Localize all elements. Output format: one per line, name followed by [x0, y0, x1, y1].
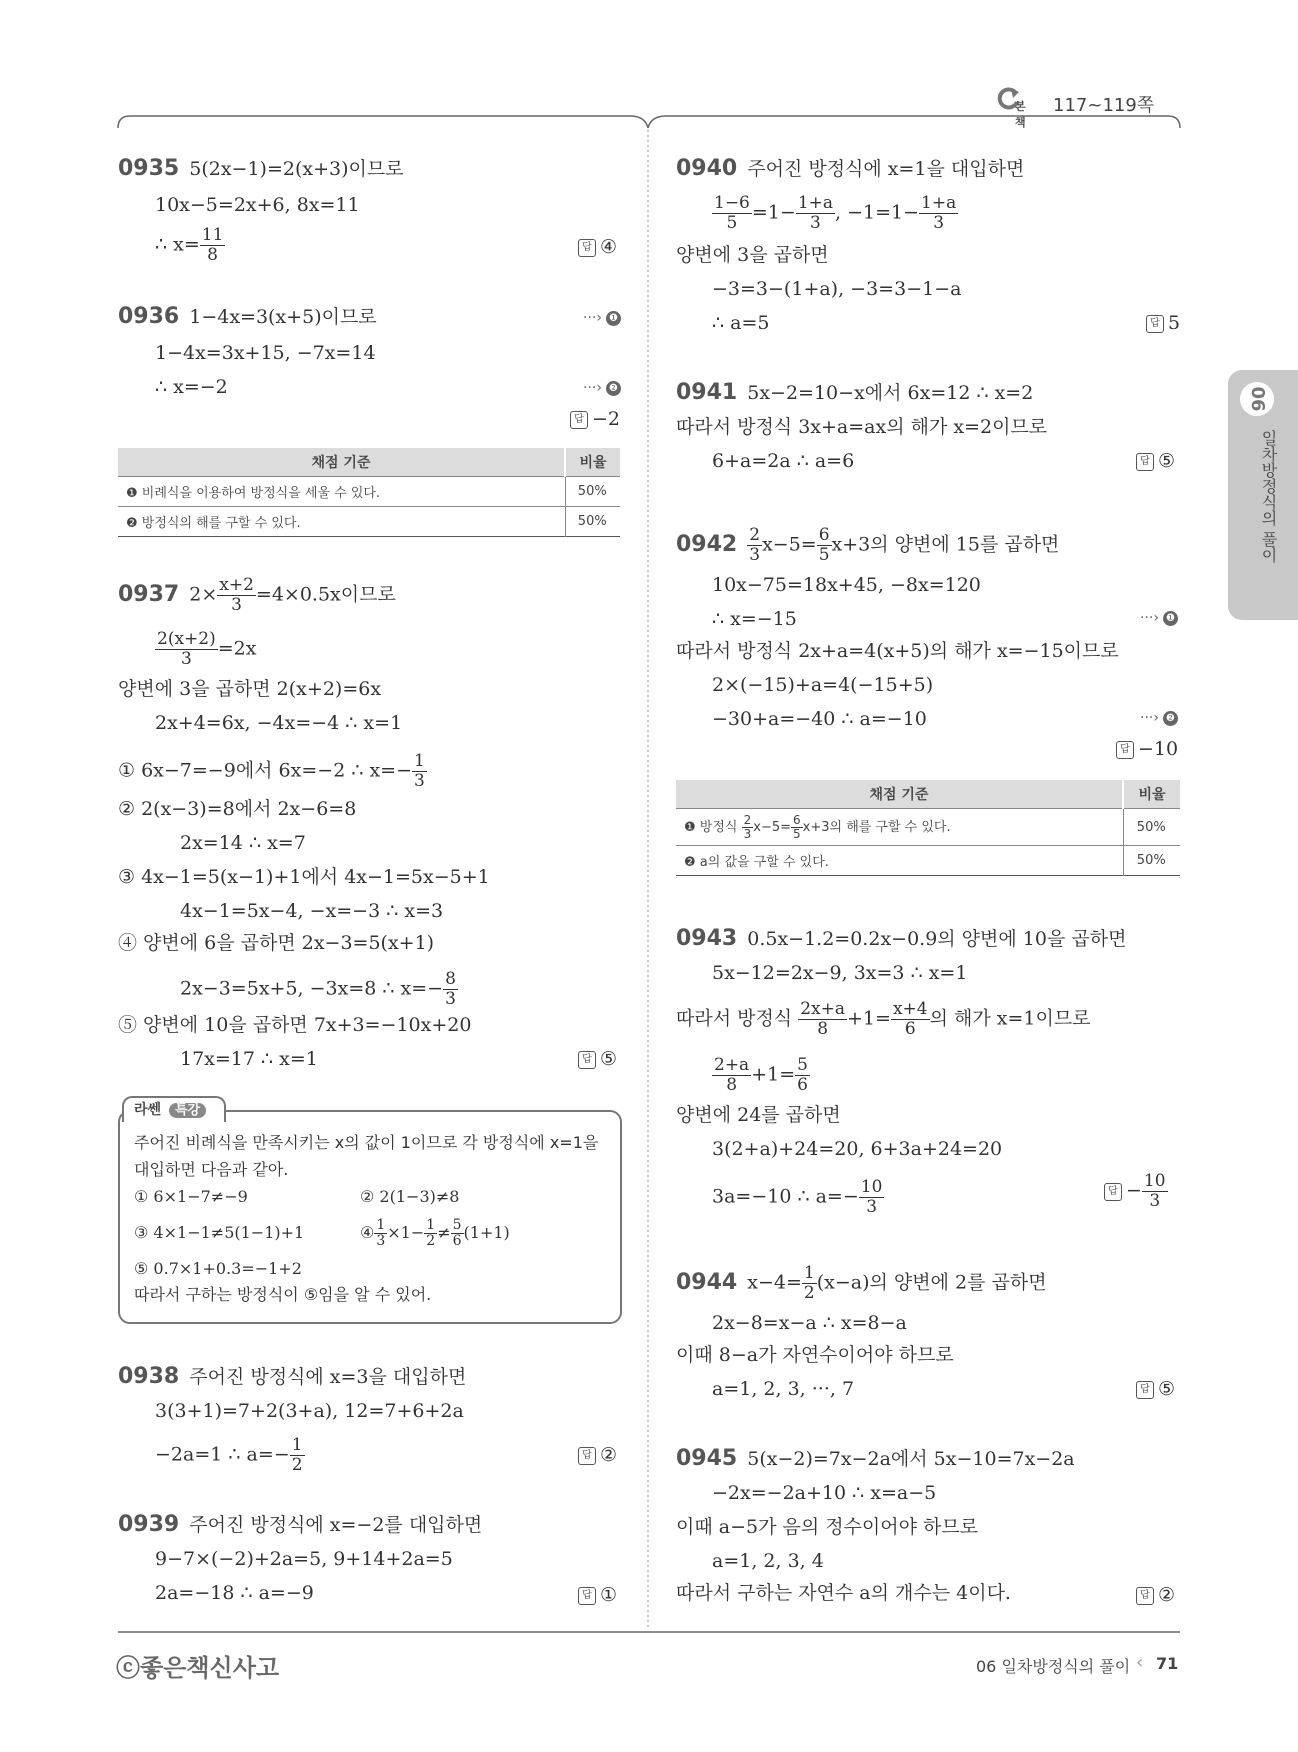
- chevron-left-icon: ‹: [1136, 1652, 1144, 1673]
- problem-0939-line3: 2a=−18 ∴ a=−9: [155, 1582, 314, 1604]
- answer-icon: 답: [578, 1051, 596, 1069]
- problem-0937-line3: 양변에 3을 곱하면 2(x+2)=6x: [118, 678, 382, 700]
- answer-0935: 답 ④: [578, 236, 617, 258]
- option-4-line2: 2x−3=5x+5, −3x=8 ∴ x=− $\frac{8}{3}$: [180, 969, 456, 1009]
- problem-number: 0935: [118, 156, 180, 181]
- step-marker-1: ···› ❶: [583, 310, 621, 326]
- answer-icon: 답: [578, 1587, 596, 1605]
- answer-icon: 답: [1136, 1381, 1154, 1399]
- chapter-title: 일차방정식의 풀이: [1259, 430, 1278, 564]
- answer-icon: 답: [1136, 453, 1154, 471]
- option-3-line2: 4x−1=5x−4, −x=−3 ∴ x=3: [180, 900, 444, 922]
- problem-0944-line1: 0944 x−4= $\frac{1}{2}$ (x−a)의 양변에 2를 곱하면: [676, 1263, 1047, 1303]
- problem-0944-line3: 이때 8−a가 자연수이어야 하므로: [676, 1344, 954, 1366]
- problem-0940-line4: −3=3−(1+a), −3=3−1−a: [712, 278, 962, 300]
- problem-number: 0938: [118, 1364, 180, 1389]
- problem-0937-line4: 2x+4=6x, −4x=−4 ∴ x=1: [155, 712, 403, 734]
- problem-0944-line4: a=1, 2, 3, ···, 7: [712, 1378, 855, 1400]
- problem-0938-line3: −2a=1 ∴ a=− $\frac{1}{2}$: [155, 1435, 303, 1475]
- option-5-line2: 17x=17 ∴ x=1: [180, 1048, 318, 1070]
- problem-number: 0941: [676, 380, 738, 405]
- option-3-line1: ③ 4x−1=5(x−1)+1에서 4x−1=5x−5+1: [118, 866, 490, 888]
- lecture-tab: 라쎈 특강: [122, 1096, 226, 1122]
- problem-0941-line2: 따라서 방정식 3x+a=ax의 해가 x=2이므로: [676, 416, 1048, 438]
- problem-0945-line4: a=1, 2, 3, 4: [712, 1550, 824, 1572]
- footer-chapter-title: 06 일차방정식의 풀이: [976, 1657, 1131, 1676]
- problem-0938-line2: 3(3+1)=7+2(3+a), 12=7+6+2a: [155, 1400, 464, 1422]
- option-5-line1: ⑤ 양변에 10을 곱하면 7x+3=−10x+20: [118, 1014, 472, 1036]
- answer-icon: 답: [1136, 1587, 1154, 1605]
- lecture-text2: 대입하면 다음과 같아.: [134, 1160, 289, 1179]
- answer-0945: 답 ②: [1136, 1584, 1175, 1606]
- problem-0942-line3: ∴ x=−15: [712, 608, 797, 630]
- problem-0936-line3: ∴ x=−2: [155, 376, 228, 398]
- book-label: 본책: [1015, 100, 1026, 129]
- fraction: $\frac{8}{3}$: [445, 969, 456, 1009]
- answer-0942: 답 −10: [1116, 738, 1178, 760]
- problem-0937-line2: $\frac{2(x+2)}{3}$ =2x: [157, 629, 257, 669]
- answer-icon: 답: [578, 1447, 596, 1465]
- answer-0940: 답 5: [1146, 312, 1180, 334]
- problem-0943-line3: 따라서 방정식 $\frac{2x+a}{8}$ +1= $\frac{x+4}{6}$ 의 해가 x=1이므로: [676, 999, 1091, 1039]
- problem-0943-line6: 3(2+a)+24=20, 6+3a+24=20: [712, 1138, 1003, 1160]
- problem-0935-line3: ∴ x= $\frac{11}{8}$: [155, 225, 224, 265]
- fraction: $\frac{1}{2}$: [291, 1435, 303, 1475]
- problem-number: 0937: [118, 581, 180, 607]
- answer-0937: 답 ⑤: [578, 1048, 617, 1070]
- answer-icon: 답: [1116, 741, 1134, 759]
- step-marker-2: ···› ❷: [1140, 710, 1178, 726]
- problem-0942-line2: 10x−75=18x+45, −8x=120: [712, 574, 981, 596]
- option-2-line1: ② 2(x−3)=8에서 2x−6=8: [118, 798, 357, 820]
- answer-0938: 답 ②: [578, 1444, 617, 1466]
- chapter-number: 06: [1240, 382, 1274, 416]
- page-range: 117~119쪽: [1053, 95, 1155, 116]
- problem-number: 0939: [118, 1512, 180, 1537]
- chapter-side-tab: [1228, 370, 1298, 620]
- answer-icon: 답: [570, 411, 588, 429]
- problem-0943-line4: $\frac{2+a}{8}$ +1= $\frac{5}{6}$: [714, 1055, 808, 1095]
- step-marker-1: ···› ❶: [1140, 610, 1178, 626]
- problem-0943-line5: 양변에 24를 곱하면: [676, 1104, 841, 1126]
- lecture-text3: 따라서 구하는 방정식이 ⑤임을 알 수 있어.: [134, 1285, 432, 1304]
- problem-0939-line2: 9−7×(−2)+2a=5, 9+14+2a=5: [155, 1548, 453, 1570]
- problem-0945-line2: −2x=−2a+10 ∴ x=a−5: [712, 1482, 937, 1504]
- lecture-text1: 주어진 비례식을 만족시키는 x의 값이 1이므로 각 방정식에 x=1을: [134, 1133, 599, 1152]
- lecture-case4: ④ $\frac{1}{3}$ ×1− $\frac{1}{2}$ ≠ $\frac{5}{6}$ (1+1): [360, 1217, 510, 1249]
- answer-icon: 답: [578, 239, 596, 257]
- problem-0936-line1: 0936 1−4x=3(x+5)이므로: [118, 304, 377, 329]
- fraction: $\frac{x+2}{3}$: [219, 575, 254, 615]
- fraction: $\frac{1}{3}$: [414, 751, 425, 791]
- publisher-logo: ⓒ좋은책신사고: [116, 1654, 280, 1682]
- lecture-case5: ⑤ 0.7×1+0.3=−1+2: [134, 1259, 302, 1278]
- problem-0940-line1: 0940 주어진 방정식에 x=1을 대입하면: [676, 156, 1025, 181]
- problem-0940-line5: ∴ a=5: [712, 312, 770, 334]
- problem-0941-line1: 0941 5x−2=10−x에서 6x=12 ∴ x=2: [676, 380, 1034, 405]
- option-2-line2: 2x=14 ∴ x=7: [180, 832, 306, 854]
- lecture-case2: ② 2(1−3)≠8: [360, 1187, 460, 1206]
- problem-0944-line2: 2x−8=x−a ∴ x=8−a: [712, 1312, 907, 1334]
- problem-0942-line5: 2×(−15)+a=4(−15+5): [712, 674, 934, 696]
- problem-number: 0940: [676, 156, 738, 181]
- fraction: $\frac{11}{8}$: [201, 225, 224, 265]
- problem-0940-line3: 양변에 3을 곱하면: [676, 244, 829, 266]
- answer-0936: 답 −2: [570, 408, 620, 430]
- problem-0940-line2: $\frac{1-6}{5}$ =1− $\frac{1+a}{3}$ , −1=1− $\frac{1+a}{3}$: [714, 193, 957, 233]
- option-4-line1: ④ 양변에 6을 곱하면 2x−3=5(x+1): [118, 932, 435, 954]
- answer-0939: 답 ①: [578, 1584, 617, 1606]
- problem-0945-line1: 0945 5(x−2)=7x−2a에서 5x−10=7x−2a: [676, 1446, 1075, 1471]
- fraction: $\frac{2(x+2)}{3}$: [157, 629, 216, 669]
- problem-0935-line2: 10x−5=2x+6, 8x=11: [155, 194, 360, 216]
- problem-number: 0943: [676, 926, 738, 951]
- problem-0943-line2: 5x−12=2x−9, 3x=3 ∴ x=1: [712, 962, 968, 984]
- answer-0943: 답 − $\frac{10}{3}$: [1104, 1172, 1168, 1211]
- scoring-table-0936: 채점 기준 비율 ❶ 비례식을 이용하여 방정식을 세울 수 있다. 50% ❷ 방정식의 해를 구할 수 있다. 50%: [118, 448, 620, 537]
- page-number: 71: [1156, 1654, 1179, 1673]
- problem-0945-line5: 따라서 구하는 자연수 a의 개수는 4이다.: [676, 1582, 1011, 1604]
- problem-number: 0945: [676, 1446, 738, 1471]
- answer-icon: 답: [1104, 1183, 1122, 1201]
- problem-0945-line3: 이때 a−5가 음의 정수이어야 하므로: [676, 1516, 979, 1538]
- problem-number: 0936: [118, 304, 180, 329]
- answer-0944: 답 ⑤: [1136, 1378, 1175, 1400]
- problem-0943-line7: 3a=−10 ∴ a=− $\frac{10}{3}$: [712, 1177, 883, 1217]
- option-1: ① 6x−7=−9에서 6x=−2 ∴ x=− $\frac{1}{3}$: [118, 751, 425, 791]
- problem-0942-line1: 0942 $\frac{2}{3}$ x−5= $\frac{6}{5}$ x+3의 양변에 15를 곱하면: [676, 525, 1060, 565]
- problem-number: 0944: [676, 1269, 738, 1295]
- lecture-case1: ① 6×1−7≠−9: [134, 1187, 248, 1206]
- problem-0942-line6: −30+a=−40 ∴ a=−10: [712, 708, 927, 730]
- problem-0939-line1: 0939 주어진 방정식에 x=−2를 대입하면: [118, 1512, 483, 1537]
- answer-0941: 답 ⑤: [1136, 450, 1175, 472]
- problem-0943-line1: 0943 0.5x−1.2=0.2x−0.9의 양변에 10을 곱하면: [676, 926, 1127, 951]
- problem-0941-line3: 6+a=2a ∴ a=6: [712, 450, 855, 472]
- problem-0942-line4: 따라서 방정식 2x+a=4(x+5)의 해가 x=−15이므로: [676, 640, 1119, 662]
- lecture-case3: ③ 4×1−1≠5(1−1)+1: [134, 1223, 305, 1242]
- answer-icon: 답: [1146, 315, 1164, 333]
- problem-number: 0942: [676, 531, 738, 557]
- problem-0935-line1: 0935 5(2x−1)=2(x+3)이므로: [118, 156, 404, 181]
- problem-0938-line1: 0938 주어진 방정식에 x=3을 대입하면: [118, 1364, 467, 1389]
- scoring-table-0942: 채점 기준 비율 ❶ 방정식 $\frac{2}{3}$ x−5= $\frac{6}{5}$ x+3의 해를 구할 수 있다. 50% ❷ a의 값을 구할 수 있다. 50%: [676, 780, 1180, 876]
- problem-0936-line2: 1−4x=3x+15, −7x=14: [155, 342, 376, 364]
- step-marker-2: ···› ❷: [583, 380, 621, 396]
- problem-0937-line1: 0937 2× $\frac{x+2}{3}$ =4×0.5x이므로: [118, 575, 396, 615]
